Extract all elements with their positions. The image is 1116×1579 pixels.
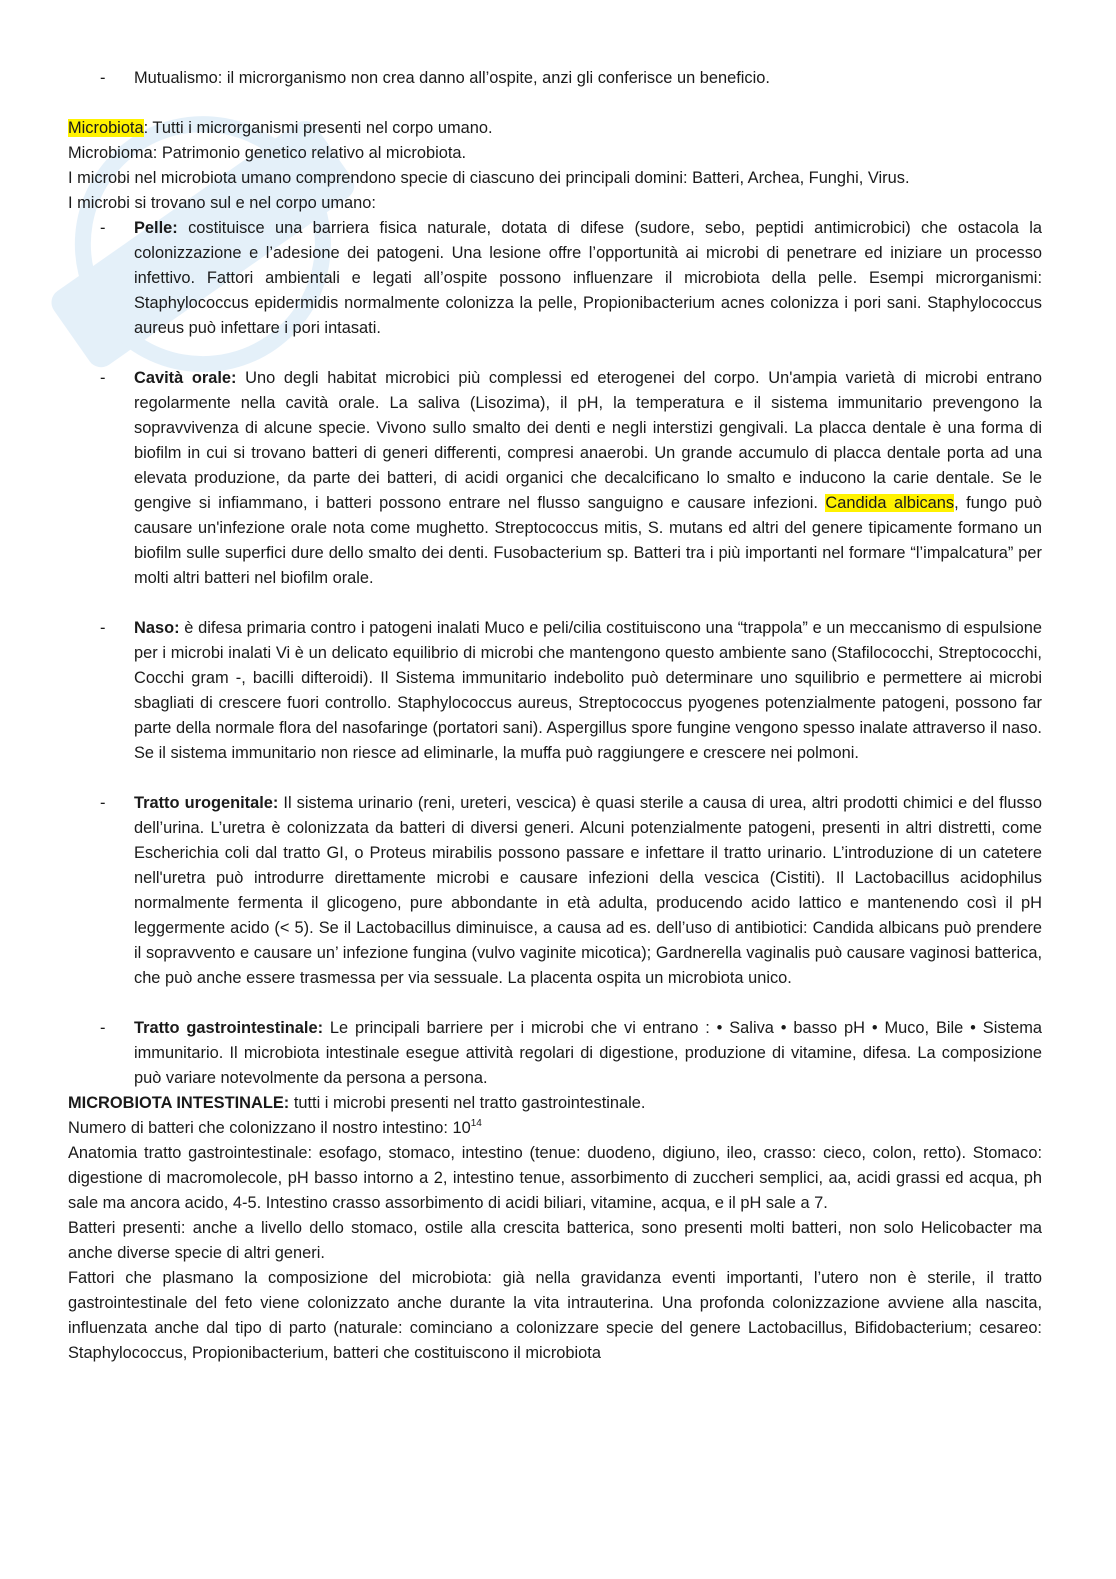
microbiota-intestinale-heading: MICROBIOTA INTESTINALE: tutti i microbi presenti nel tratto gastrointestinale. [68,1094,646,1112]
bullet-tratto-gastrointestinale: - Tratto gastrointestinale: Le principali barriere per i microbi che vi entrano : • Saliva • basso pH • Muco, Bile • Sistema immunitario. Il microbiota intestinale esegue attività regolari di digestione, produzione di vitamine, difesa. La composizione può variare notevolmente da persona a persona. [100,1019,1042,1087]
document-page [68,66,1042,1366]
batteri-paragraph: Batteri presenti: anche a livello dello stomaco, ostile alla crescita batterica, sono presenti molti batteri, non solo Helicobacter ma anche diverse specie di altri generi. [68,1219,1042,1262]
fattori-paragraph: Fattori che plasmano la composizione del microbiota: già nella gravidanza eventi importanti, l’utero non è sterile, il tratto gastrointestinale del feto viene colonizzato anche durante la vita intrauterina. Una profonda colonizzazione avviene alla nascita, influenzata anche dal tipo di parto (naturale: cominciano a colonizzare specie del genere Lactobacillus, Bifidobacterium; cesareo: Staphylococcus, Propionibacterium, batteri che costituiscono il microbiota [68,1269,1042,1362]
microbiota-definition: Microbiota: Tutti i microrganismi presenti nel corpo umano. [68,119,493,137]
section-title: Cavità orale: [134,369,237,387]
highlighted-term: Candida albicans [825,494,955,512]
bullet-naso: - Naso: è difesa primaria contro i patogeni inalati Muco e peli/cilia costituiscono una “trappola” e un meccanismo di espulsione per i microbi inalati Vi è un delicato equilibrio di microbi che mantengono questo ambiente sano (Stafilococchi, Streptococchi, Cocchi gram -, bacilli difteroidi). Il Sistema immunitario indebolito può determinare uno squilibrio e permettere ai microbi sbagliati di crescere fuori controllo. Staphylococcus aureus, Streptococcus pyogenes potenzialmente patogeni, possono far parte della normale flora del nasofaringe (portatori sani). Aspergillus spore fungine vengono spesso inalate attraverso il naso. Se il sistema immunitario non riesce ad eliminarle, la muffa può raggiungere e crescere nei polmoni. [100,619,1042,762]
section-title: Naso: [134,619,180,637]
bullet-tratto-urogenitale: - Tratto urogenitale: Il sistema urinario (reni, ureteri, vescica) è quasi sterile a causa di urea, altri prodotti chimici e del flusso dell’urina. L’uretra è colonizzata da batteri di diversi generi. Alcuni potenzialmente patogeni, presenti in altri distretti, come Escherichia coli dal tratto GI, o Proteus mirabilis possono passare e infettare il tratto urinario. L’introduzione di un catetere nell'uretra può introdurre direttamente microbi e causare infezioni della vescica (Cistiti). Il Lactobacillus acidophilus normalmente fermenta il glicogeno, pure abbondante in età adulta, producendo acido lattico e mantenendo così il pH leggermente acido (< 5). Se il Lactobacillus diminuisce, a causa ad es. dell’uso di antibiotici: Candida albicans può prendere il sopravvento e causare un’ infezione fungina (vulvo vaginite micotica); Gardnerella vaginalis può causare vaginosi batterica, che può anche essere trasmessa per via sessuale. La placenta ospita un microbiota unico. [100,794,1042,987]
microbioma-line: Microbioma: Patrimonio genetico relativo al microbiota. [68,144,467,162]
highlighted-term: Microbiota [68,119,144,137]
section-title: Tratto urogenitale: [134,794,279,812]
bullet-text: Mutualismo: il microrganismo non crea danno all’ospite, anzi gli conferisce un beneficio. [134,69,770,87]
location-line: I microbi si trovano sul e nel corpo umano: [68,194,376,212]
section-title: Tratto gastrointestinale: [134,1019,324,1037]
domains-line: I microbi nel microbiota umano comprendono specie di ciascuno dei principali domini: Batteri, Archea, Funghi, Virus. [68,169,910,187]
bullet-cavita-orale: - Cavità orale: Uno degli habitat microbici più complessi ed eterogenei del corpo. Un'ampia varietà di microbi entrano regolarmente nella cavità orale. La saliva (Lisozima), il pH, la temperatura e il sistema immunitario prevengono la sopravvivenza di alcune specie. Vivono sullo smalto dei denti e negli interstizi gengivali. La placca dentale è una forma di biofilm in cui si trovano batteri di generi differenti, compresi anaerobi. Un grande accumulo di placca dentale porta ad una elevata produzione, da parte dei batteri, di acidi organici che decalcificano lo smalto e inducono la carie dentale. Se le gengive si infiammano, i batteri possono entrare nel flusso sanguigno e causare infezioni. Candida albicans, fungo può causare un'infezione orale nota come mughetto. Streptococcus mitis, S. mutans ed altri del genere tipicamente formano un biofilm sulle superfici dure dello smalto dei denti. Fusobacterium sp. Batteri tra i più importanti nel formare “l’impalcatura” per molti altri batteri nel biofilm orale. [100,369,1043,587]
numero-batteri: Numero di batteri che colonizzano il nostro intestino: $10^{14}$ [68,1118,482,1137]
anatomia-paragraph: Anatomia tratto gastrointestinale: esofago, stomaco, intestino (tenue: duodeno, digiuno, ileo, crasso: cieco, colon, retto). Stomaco: digestione di macromolecole, pH basso intorno a 2, intestino tenue, assorbimento di zuccheri semplici, aa, acidi grassi ed acqua, ph sale ma ancora acido, 4-5. Intestino crasso assorbimento di acidi biliari, vitamine, acqua, e il pH sale a 7. [68,1144,1042,1212]
exponent: 14 [470,1118,482,1129]
bullet-mutualismo: - Mutualismo: il microrganismo non crea danno all’ospite, anzi gli conferisce un beneficio. [100,69,770,87]
section-title: Pelle: [134,219,178,237]
bullet-pelle: - Pelle: costituisce una barriera fisica naturale, dotata di difese (sudore, sebo, peptidi antimicrobici) che ostacola la colonizzazione e l’adesione dei patogeni. Una lesione offre l’opportunità ai microbi di penetrare ed iniziare un processo infettivo. Fattori ambientali e legati all’ospite possono influenzare il microbiota della pelle. Esempi microrganismi: Staphylococcus epidermidis normalmente colonizza la pelle, Propionibacterium acnes colonizza i pori sani. Staphylococcus aureus può infettare i pori intasati. [100,219,1042,337]
